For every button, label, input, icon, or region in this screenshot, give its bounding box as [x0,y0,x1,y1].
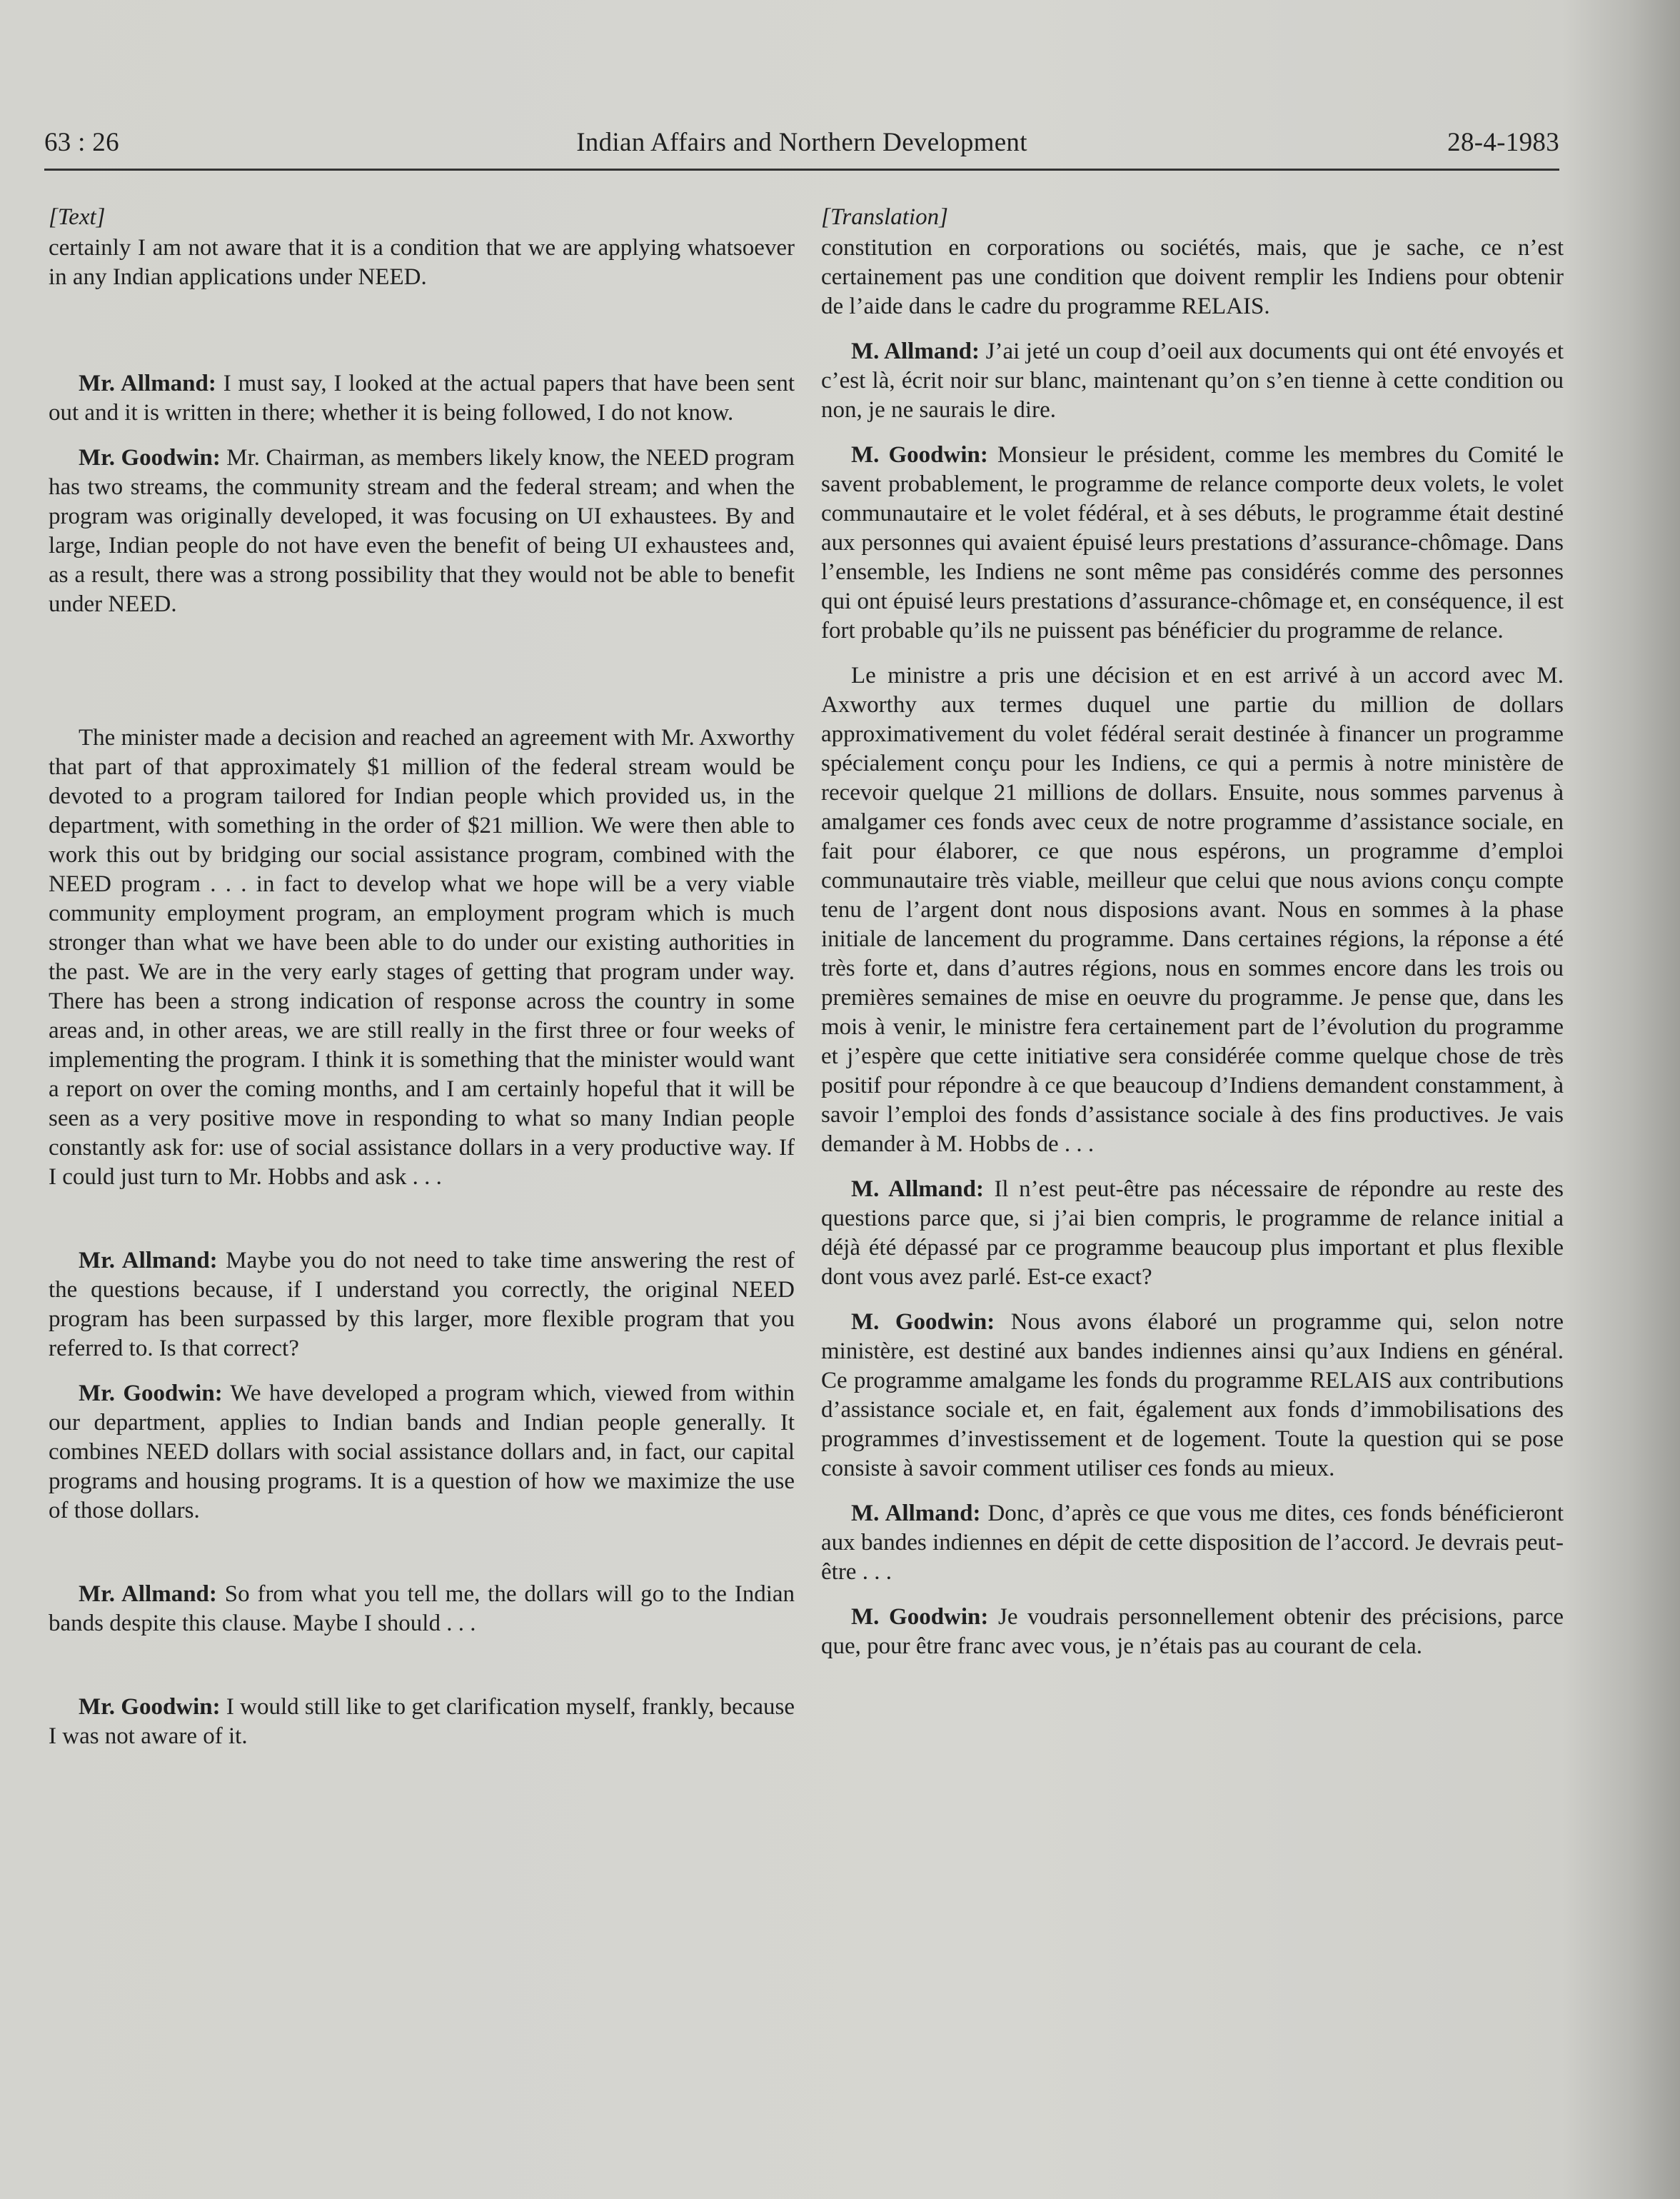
paragraph [821,337,1564,425]
spacer [49,635,795,723]
paragraph-text: Mr. Chairman, as members likely know, the NEED program has two streams, the community stream and the federal stream; and when the program was originally developed, it was focusing on UI exhaustees. By and large, Indian people do not have even the benefit of being UI exhaustees and, as a result, there was a strong possibility that they would not be able to benefit under NEED. [49,445,795,617]
paragraph-text: certainly I am not aware that it is a condition that we are applying whatsoever in any Indian applications under NEED. [49,235,795,290]
paragraph-text: I would still like to get clarification myself, frankly, because I was not aware of it. [49,1694,795,1749]
paragraph-text: So from what you tell me, the dollars will go to the Indian bands despite this clause. Maybe I should . . . [49,1581,795,1636]
speaker-name: Mr. Goodwin: [79,1381,223,1406]
paragraph [821,234,1564,321]
english-column [49,203,795,1767]
speaker-name: M. Allmand: [851,1501,981,1526]
publication-title: Indian Affairs and Northern Development [576,128,1027,157]
paragraph-text: Monsieur le président, comme les membres du Comité le savent probablement, le programme de relance comporte deux volets, le volet communautaire et le volet fédéral, et à ses débuts, le programme était destiné aux personnes qui avaient épuisé leurs prestations d’assurance-chômage. Dans l’ensemble, les Indiens ne sont même pas considérés comme des personnes qui ont épuisé leurs prestations d’assurance-chômage et, en conséquence, il est fort probable qu’ils ne puissent pas bénéficier du programme de relance. [821,442,1564,643]
speaker-name: Mr. Allmand: [79,1581,217,1607]
speaker-name: Mr. Allmand: [79,1248,218,1273]
paragraph-text: The minister made a decision and reached an agreement with Mr. Axworthy that part of that approximately $1 million of the federal stream would be devoted to a program tailored for Indian people which provided us, in the department, with something in the order of $21 million. We were then able to work this out by bridging our social assistance program, combined with the NEED program . . . in fact to develop what we hope will be a very viable community employment program, an employment program which is much stronger than what we have been able to do under our existing authorities in the past. We are in the very early stages of getting that program under way. There has been a strong indication of response across the country in some areas and, in other areas, we are still really in the first three or four weeks of implementing the program. I think it is something that the minister would want a report on over the coming months, and I am certainly hopeful that it will be seen as a very positive move in responding to what so many Indian people constantly ask for: use of social assistance dollars in a very productive way. If I could just turn to Mr. Hobbs and ask . . . [49,725,795,1190]
paragraph-text: Nous avons élaboré un programme qui, selon notre ministère, est destiné aux bandes indiennes ainsi qu’aux Indiens en général. Ce programme amalgame les fonds du programme RELAIS aux contributions d’assistance sociale et, en fait, également aux fonds d’immobilisations des programmes d’investissement et de logement. Toute la question qui se pose consiste à savoir comment utiliser ces fonds au mieux. [821,1309,1564,1481]
spacer [49,308,795,369]
paragraph-text: Le ministre a pris une décision et en est arrivé à un accord avec M. Axworthy aux termes duquel une partie du million de dollars approximativement du volet fédéral serait destinée à financer un programme spécialement conçu pour les Indiens, ce qui a permis à notre ministère de recevoir quelque 21 millions de dollars. Ensuite, nous sommes parvenus à amalgamer ces fonds avec ceux de notre programme d’assistance sociale, en fait pour élaborer, ce que nous espérons, un programme d’emploi communautaire très viable, meilleur que celui que nous avions conçu compte tenu de l’argent dont nous disposions avant. Nous en sommes à la phase initiale de lancement du programme. Dans certaines régions, la réponse a été très forte et, dans d’autres régions, nous en sommes encore dans les trois ou premières semaines de mise en oeuvre du programme. Je pense que, dans les mois à venir, le ministre fera certainement part de l’évolution du programme et j’espère que cette initiative sera considérée comme quelque chose de très positif pour répondre à ce que beaucoup d’Indiens demandent constamment, à savoir l’emploi des fonds d’assistance sociale à des fins productives. Je vais demander à M. Hobbs de . . . [821,663,1564,1157]
speaker-name: M. Allmand: [851,1176,984,1202]
paragraph [49,369,795,428]
paragraph-text: I must say, I looked at the actual papers that have been sent out and it is written in there; whether it is being followed, I do not know. [49,371,795,426]
paragraph-text: We have developed a program which, viewed from within our department, applies to Indian bands and Indian people generally. It combines NEED dollars with social assistance dollars and, in fact, our capital programs and housing programs. It is a question of how we maximize the use of those dollars. [49,1381,795,1523]
french-column [821,203,1564,1677]
paragraph [49,1693,795,1751]
paragraph [821,1603,1564,1661]
paragraph-text: J’ai jeté un coup d’oeil aux documents qui ont été envoyés et c’est là, écrit noir sur blanc, maintenant qu’on s’en tienne à cette condition ou non, je ne saurais le dire. [821,339,1564,423]
paragraph [49,444,795,619]
paragraph-text: Je voudrais personnellement obtenir des précisions, parce que, pour être franc avec vous, je n’étais pas au courant de cela. [821,1604,1564,1659]
paragraph [821,1175,1564,1292]
paragraph-text: Il n’est peut-être pas nécessaire de répondre au reste des questions parce que, si j’ai bien compris, le programme de relance initial a déjà été dépassé par ce programme beaucoup plus important et plus flexible dont vous avez parlé. Est-ce exact? [821,1176,1564,1290]
translation-label: [Translation] [821,204,948,230]
paragraph [49,234,795,292]
paragraph [49,1246,795,1363]
paragraph [821,661,1564,1159]
paragraph-text: Donc, d’après ce que vous me dites, ces fonds bénéficieront aux bandes indiennes en dépit de cette disposition de l’accord. Je devrais peut-être . . . [821,1501,1564,1585]
paragraph [821,441,1564,646]
spacer [49,1208,795,1246]
paragraph [821,1308,1564,1483]
paragraph-text: Maybe you do not need to take time answering the rest of the questions because, if I understand you correctly, the original NEED program has been surpassed by this larger, more flexible program that you referred to. Is that correct? [49,1248,795,1361]
spacer [49,1541,795,1580]
page-number: 63 : 26 [44,128,119,157]
paragraph [49,723,795,1192]
paragraph [49,1580,795,1638]
paragraph-text: constitution en corporations ou sociétés, mais, que je sache, ce n’est certainement pas une condition que doivent remplir les Indiens pour obtenir de l’aide dans le cadre du programme RELAIS. [821,235,1564,319]
spacer [49,1654,795,1693]
speaker-name: M. Goodwin: [851,1604,989,1630]
paragraph [821,1499,1564,1587]
speaker-name: M. Allmand: [851,339,980,364]
header-date: 28-4-1983 [1447,128,1559,157]
speaker-name: Mr. Goodwin: [79,1694,221,1720]
header-rule [44,169,1559,171]
paragraph [49,1379,795,1526]
text-label: [Text] [49,204,106,230]
speaker-name: Mr. Allmand: [79,371,216,396]
running-header [44,127,1559,163]
speaker-name: Mr. Goodwin: [79,445,221,471]
speaker-name: M. Goodwin: [851,442,988,468]
speaker-name: M. Goodwin: [851,1309,995,1335]
